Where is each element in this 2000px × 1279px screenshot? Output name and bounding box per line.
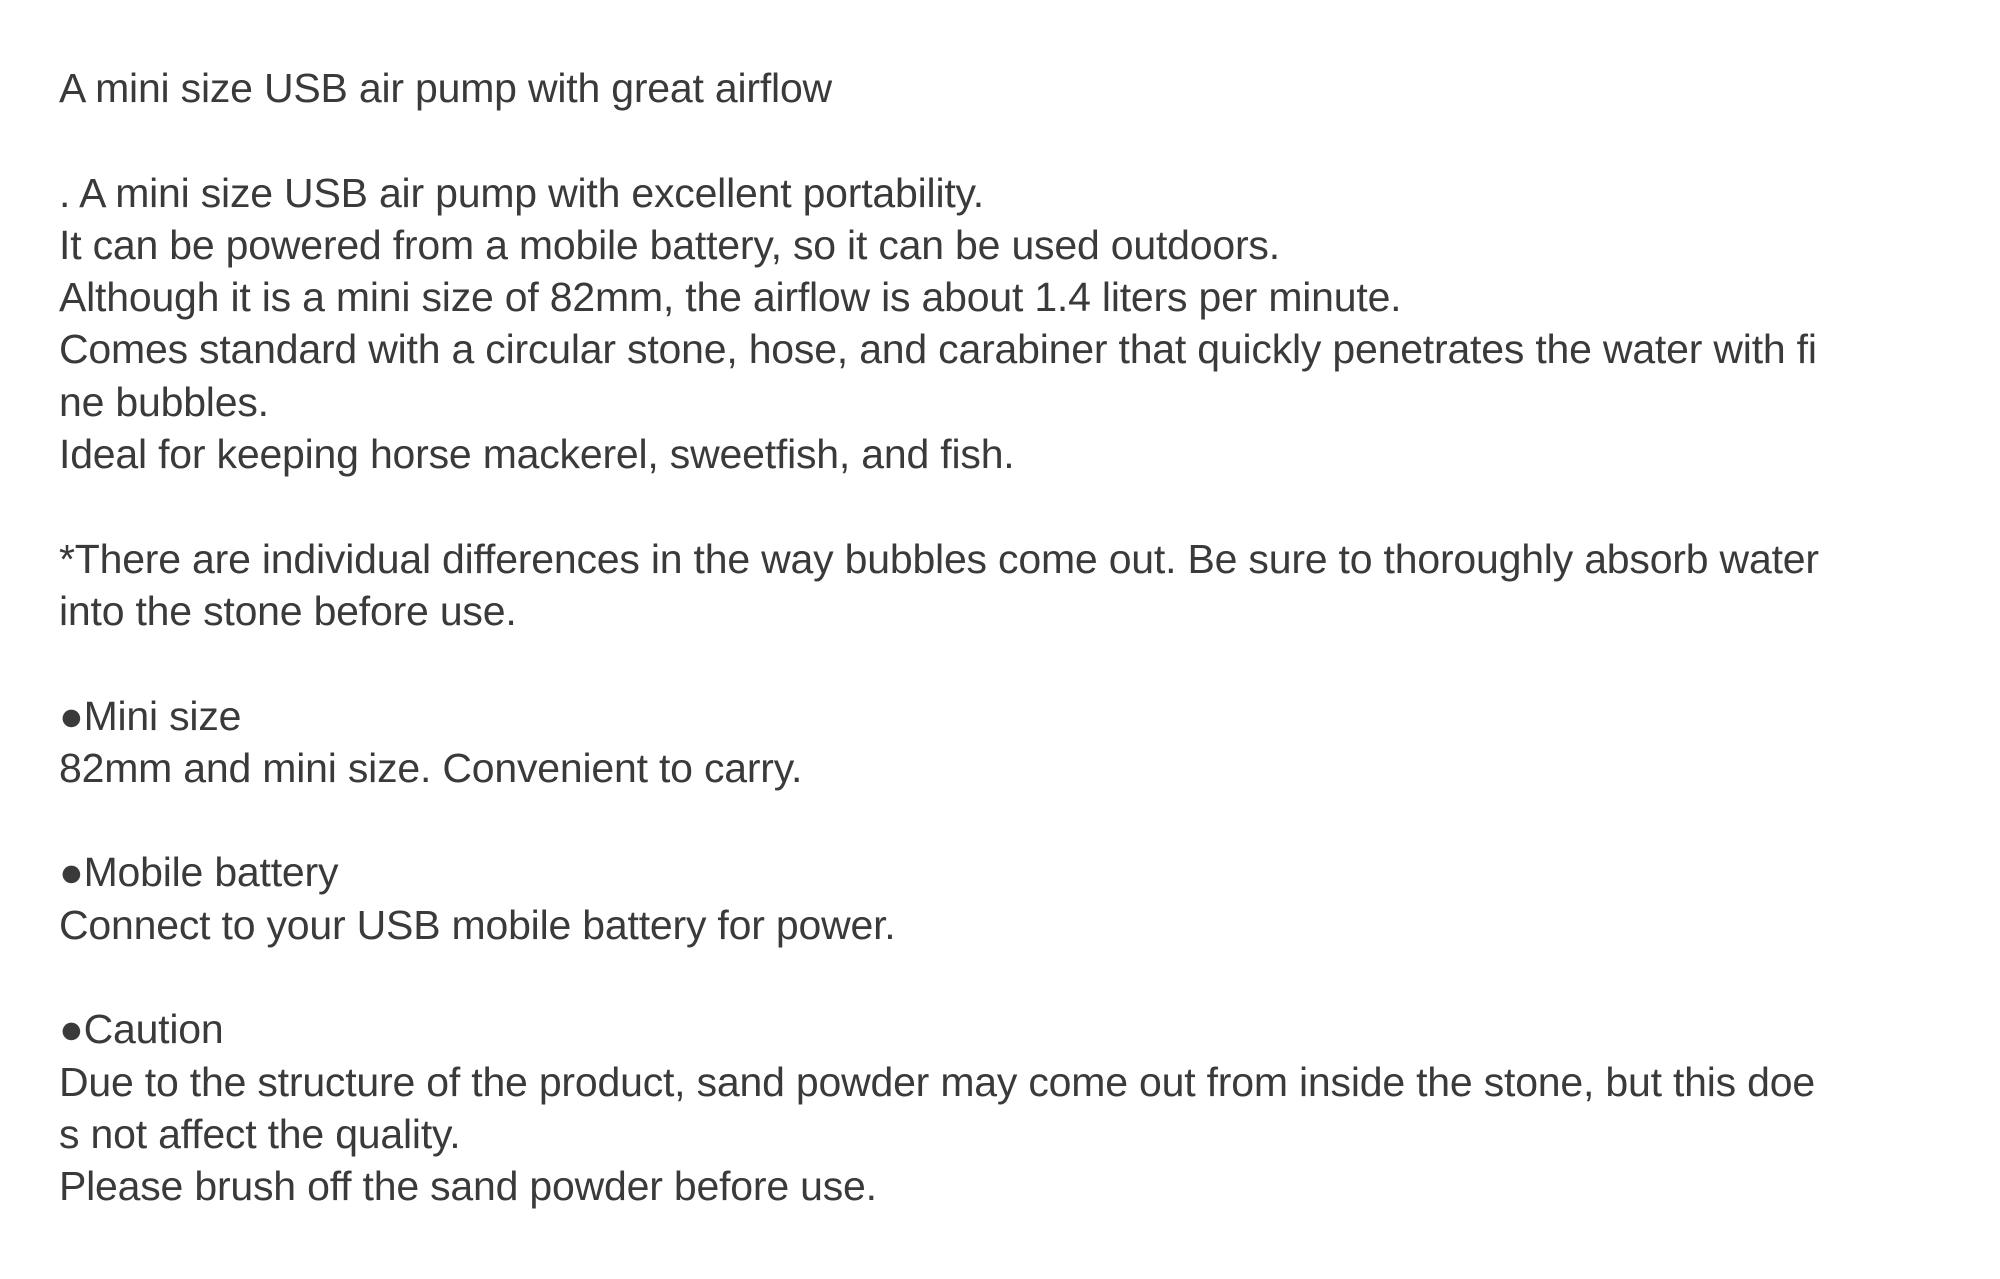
product-description bbox=[59, 62, 1979, 1213]
note-line: into the stone before use. bbox=[59, 587, 517, 634]
spacer bbox=[59, 951, 1979, 1003]
document-title: A mini size USB air pump with great airflow bbox=[59, 65, 832, 111]
intro-line: . A mini size USB air pump with excellent portability. bbox=[59, 169, 984, 216]
intro-line: It can be powered from a mobile battery, so it can be used outdoors. bbox=[59, 221, 1280, 268]
spacer bbox=[59, 637, 1979, 689]
spacer bbox=[59, 480, 1979, 532]
intro-line: Although it is a mini size of 82mm, the airflow is about 1.4 liters per minute. bbox=[59, 274, 1402, 321]
section-heading-mobile-battery: ●Mobile battery bbox=[59, 849, 339, 896]
section-heading-mini-size: ●Mini size bbox=[59, 692, 242, 739]
section-heading-caution: ●Caution bbox=[59, 1006, 224, 1053]
spacer bbox=[59, 794, 1979, 846]
section-line: Connect to your USB mobile battery for power. bbox=[59, 901, 896, 948]
intro-line: Ideal for keeping horse mackerel, sweetfish, and fish. bbox=[59, 431, 1015, 478]
section-line: 82mm and mini size. Convenient to carry. bbox=[59, 744, 803, 791]
section-line: s not affect the quality. bbox=[59, 1110, 461, 1157]
spacer bbox=[59, 114, 1979, 166]
section-line: Please brush off the sand powder before use. bbox=[59, 1163, 877, 1210]
note-line: *There are individual differences in the way bubbles come out. Be sure to thoroughly absorb water bbox=[59, 535, 1819, 582]
intro-line: Comes standard with a circular stone, hose, and carabiner that quickly penetrates the water with fi bbox=[59, 326, 1817, 373]
section-line: Due to the structure of the product, sand powder may come out from inside the stone, but this doe bbox=[59, 1058, 1815, 1105]
intro-line: ne bubbles. bbox=[59, 378, 269, 425]
